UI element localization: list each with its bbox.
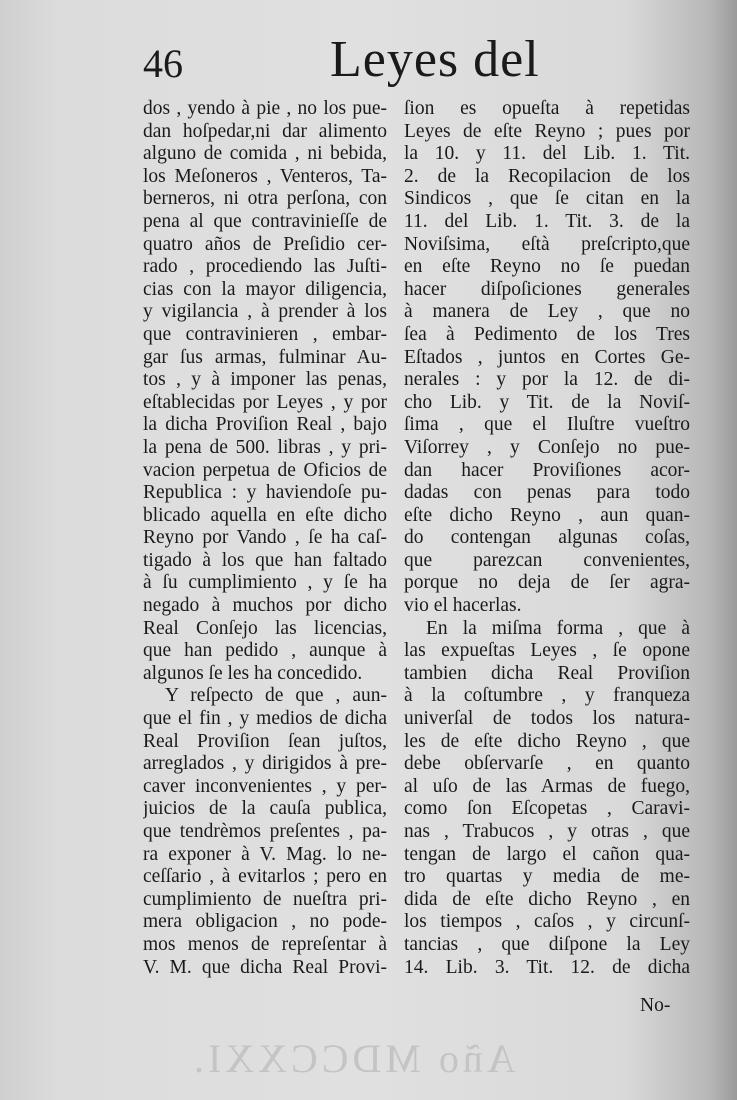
text-line: mos menos de repreſentar à [143, 933, 387, 955]
text-line: algunos ſe les ha concedido. [143, 662, 363, 684]
text-line: que han pedido , aunque à [143, 640, 387, 662]
text-line: los Meſoneros , Venteros, Ta- [143, 165, 387, 187]
text-line: dadas con penas para todo [404, 482, 690, 504]
text-line: en eſte Reyno no ſe puedan [404, 256, 690, 278]
text-line: ſea à Pedimento de los Tres [404, 323, 690, 345]
text-line: tengan de largo el cañon qua- [404, 843, 690, 865]
text-line: que contravinieren , embar- [143, 323, 387, 345]
text-line: tos , y à imponer las penas, [143, 369, 387, 391]
text-line: ſion es opueſta à repetidas [404, 98, 690, 119]
text-line: nerales : y por la 12. de di- [404, 369, 690, 391]
text-line: juicios de la cauſa publica, [143, 798, 387, 820]
text-line: Viſorrey , y Conſejo no pue- [404, 436, 690, 458]
text-line: arreglados , y dirigidos à pre- [143, 753, 387, 775]
text-line: que parezcan convenientes, [404, 549, 690, 571]
text-line: univerſal de todos los natura- [404, 708, 690, 730]
right-column [404, 98, 690, 979]
text-line: Reyno por Vando , ſe ha caſ- [143, 527, 387, 549]
text-line: como ſon Eſcopetas , Caravi- [404, 798, 690, 820]
text-line: tigado à los que han faltado [143, 549, 387, 571]
text-line: quatro años de Preſidio cer- [143, 233, 387, 255]
text-line: alguno de comida , ni bebida, [143, 143, 387, 165]
text-line: 2. de la Recopilacion de los [404, 165, 690, 187]
text-line: Noviſsima, eſtà preſcripto,que [404, 233, 690, 255]
text-line: les de eſte dicho Reyno , que [404, 730, 690, 752]
text-line: Real Proviſion ſean juſtos, [143, 730, 387, 752]
text-line: Sindicos , que ſe citan en la [404, 188, 690, 210]
text-line: 14. Lib. 3. Tit. 12. de dicha [404, 956, 690, 978]
text-line: los tiempos , caſos , y circunſ- [404, 911, 690, 933]
text-line: caver inconvenientes , y per- [143, 775, 387, 797]
text-line: al uſo de las Armas de fuego, [404, 775, 690, 797]
text-line: ſima , que el Iluſtre vueſtro [404, 414, 690, 436]
text-line: negado à muchos por dicho [143, 595, 387, 617]
text-line: dida de eſte dicho Reyno , en [404, 888, 690, 910]
text-line: y vigilancia , à prender à los [143, 301, 387, 323]
text-line: la dicha Proviſion Real , bajo [143, 414, 387, 436]
text-line: tro quartas y media de me- [404, 866, 690, 888]
text-line: vio el hacerlas. [404, 595, 522, 617]
text-line: Real Conſejo las licencias, [143, 617, 387, 639]
page-number: 46 [143, 41, 183, 86]
left-column [143, 98, 387, 979]
text-line: la 10. y 11. del Lib. 1. Tit. [404, 143, 690, 165]
catchword: No- [640, 995, 671, 1016]
text-line: vacion perpetua de Oficios de [143, 459, 387, 481]
text-line: berneros, ni otra perſona, con [143, 188, 387, 210]
text-line: eſte dicho Reyno , aun quan- [404, 504, 690, 526]
text-line: nas , Trabucos , y otras , que [404, 821, 690, 842]
text-line: à manera de Ley , que no [404, 301, 690, 323]
text-line: hacer diſpoſiciones generales [404, 278, 690, 300]
text-line: Leyes de eſte Reyno ; pues por [404, 120, 690, 142]
text-line: que el fin , y medios de dicha [143, 708, 387, 730]
text-line: debe obſervarſe , en quanto [404, 753, 690, 775]
text-line: 11. del Lib. 1. Tit. 3. de la [404, 210, 690, 232]
text-line: Y reſpecto de que , aun- [165, 685, 387, 707]
text-line: que tendrèmos preſentes , pa- [143, 821, 387, 842]
text-line: Eſtados , juntos en Cortes Ge- [404, 346, 690, 368]
text-line: tancias , que diſpone la Ley [404, 933, 690, 955]
text-line: blicado aquella en eſte dicho [143, 504, 387, 526]
text-line: ceſſario , à evitarlos ; pero en [143, 866, 387, 888]
text-line: porque no deja de ſer agra- [404, 572, 690, 594]
text-line: cias con la mayor diligencia, [143, 278, 387, 300]
text-line: la pena de 500. libras , y pri- [143, 436, 387, 458]
text-line: dos , yendo à pie , no los pue- [143, 98, 387, 119]
text-line: las expueſtas Leyes , ſe opone [404, 640, 690, 662]
text-line: V. M. que dicha Real Provi- [143, 956, 387, 978]
text-line: à ſu cumplimiento , y ſe ha [143, 572, 387, 594]
text-line: do contengan algunas coſas, [404, 527, 690, 549]
text-line: gar ſus armas, fulminar Au- [143, 346, 387, 368]
text-line: cumplimiento de nueſtra pri- [143, 888, 387, 910]
text-line: dan hoſpedar,ni dar alimento [143, 120, 387, 142]
text-line: à la coſtumbre , y franqueza [404, 685, 690, 707]
text-line: eſtablecidas por Leyes , y por [143, 391, 387, 413]
text-line: mera obligacion , no pode- [143, 911, 387, 933]
text-line: pena al que contravinieſſe de [143, 210, 387, 232]
text-line: dan hacer Proviſiones acor- [404, 459, 690, 481]
text-line: ra exponer à V. Mag. lo ne- [143, 843, 387, 865]
text-line: tambien dicha Real Proviſion [404, 662, 690, 684]
text-line: cho Lib. y Tit. de la Noviſ- [404, 391, 690, 413]
text-line: Republica : y haviendoſe pu- [143, 482, 387, 504]
bleed-through-text: Año MDCCXXI. [190, 1036, 516, 1081]
running-title: Leyes del [330, 31, 540, 88]
text-line: rado , procediendo las Juſti- [143, 256, 387, 278]
text-line: En la miſma forma , que à [426, 617, 690, 639]
